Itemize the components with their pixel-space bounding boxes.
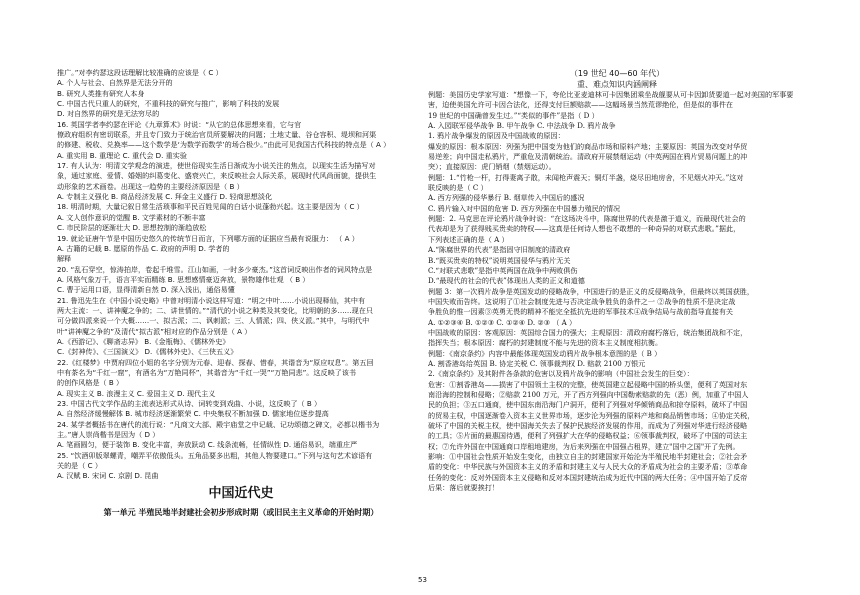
question-line: 18. 明清时期，大量记叙日常生活琐事和平民百姓见闻的白话小说蓬勃兴起。这主要是因为（ C ）	[57, 202, 364, 212]
question-line: A.《西游记》、《聊斋志异》 B.《金瓶梅》、《儒林外史》	[57, 336, 230, 346]
note-line: D.“最现代的社会的代表”体现出人类的正义和道德	[428, 276, 585, 286]
question-line: 动形象的艺术画卷。出现这一趋势的主要经济原因是（ B ）	[57, 181, 244, 191]
note-line: 害，迫使美国允许可卡因合法化，还得支付巨额赔款——这幅场景当然荒谬绝伦，但是似的事件在	[428, 100, 734, 110]
question-line: 推广。”对李约瑟这段话理解比较准确的应该是（ C ）	[57, 68, 223, 77]
note-line: B.“既买贵卖的特权”说明英国侵华与鸦片无关	[428, 255, 571, 265]
question-line: A. 专制主义强化 B. 商品经济发展 C. 拜金主义盛行 D. 轻商思想淡化	[57, 192, 273, 202]
section-title: 中国近代史	[208, 485, 274, 501]
left-column	[57, 68, 425, 520]
note-line: C. 鸦片输入对中国的危害 D. 西方列强在中国暴力殖民的情况	[428, 203, 621, 213]
note-line: A.“陈腐世界的代表”是指固守旧制度的清政府	[428, 245, 571, 255]
question-line: A. 现实主义 B. 浪漫主义 C. 爱国主义 D. 现代主义	[57, 388, 216, 398]
question-line: A. 重实用 B. 重理论 C. 重代会 D. 重实验	[57, 150, 187, 160]
question-line: A. 汉赋 B. 宋词 C. 京剧 D. 昆曲	[57, 471, 159, 481]
question-line: 叶“讲神魔之争的”及清代“拟古派”相对应的作品分别是（ A ）	[57, 326, 252, 336]
period-heading: （19 世纪 40—60 年代）	[569, 69, 665, 78]
question-line: 24. 某学者概括书在唐代的流行说：“凡商文大部、殿宇庙堂之中记载、记功颂德之碑文，必都以楷书为	[57, 419, 380, 429]
note-line: 指挥失当；根本原因：腐朽的封建制度不能与先进的资本主义制度相抗衡。	[428, 338, 663, 348]
question-line: D. 对自然界的研究是无法穷尽的	[57, 109, 160, 119]
question-line: 两大主流：一、讲神魔之争的；二、讲世情的。”“清代的小说之种类及其变化，比明朝的多……现在只	[57, 305, 373, 315]
note-line: 民的负担；③五口通商，使中国东南沿海门户洞开，便利了列强对华倾销商品和掠夺原料，破坏了中国	[428, 400, 748, 410]
question-line: 主。”唐人崇尚楷书是因为（ D ）	[57, 430, 160, 440]
question-line: A. 古籍的记载 B. 愿原的作品 C. 政府的声明 D. 学者的	[57, 243, 230, 253]
note-line: 中国失败而告终。这说明了①社会制度先进与否决定战争胜负的条件之一 ②战争的性质不是决定战	[428, 296, 736, 306]
note-line: 危害：①割香港岛——损害了中国领土主权的完整，使英国建立起侵略中国的桥头堡，便利了英国对东	[428, 379, 748, 389]
note-line: 例题 3：第一次鸦片战争是英国发动的侵略战争，中国进行的是正义的反侵略战争，但最终以英国获胜，	[428, 286, 754, 296]
question-line: 的创作风格是（ B ）	[57, 378, 124, 388]
question-line: 16. 英国学者李约瑟在评论《九章算术》时说：“从它的总体思想来看，它与官	[57, 119, 302, 129]
question-line: 象，通过家庭、爱情、婚姻的纠葛变化、盛衰兴亡，来反映社会人际关系，展现时代风尚面貌，提供生	[57, 171, 377, 181]
note-line: 后果：落后就要挨打！	[428, 483, 499, 493]
question-line: 20. “乱石穿空，惊涛拍岸，卷起千堆雪。江山如画，一时多少豪杰。”这首词反映出作者的词风特点是	[57, 264, 373, 274]
note-line: 例题：美国历史学家写道：“想像一下，夸伦比亚麦迪林可卡因集团乘坐战舰要从可卡因卸货要道一起对美国的军事要	[428, 90, 794, 99]
right-column	[428, 68, 806, 493]
note-line: A. 入园联军侵华战争 B. 甲午战争 C. 中法战争 D. 鸦片战争	[428, 121, 616, 131]
question-line: A. 个人与社会、自然界是无法分开的	[57, 78, 173, 88]
question-line: C.《封神传》、《三国演义》 D.《儒林外史》、《三侠五义》	[57, 347, 238, 357]
note-line: 中国战败的原因：客观原因：英国综合国力的强大；主观原因：清政府腐朽落后，统治集团战和不定，	[428, 327, 748, 337]
question-line: B. 研究人类推有研究人本身	[57, 88, 145, 98]
note-line: 例题：《南京条约》内容中最能体现英国发动鸦片战争根本意图的是（ B ）	[428, 348, 662, 358]
note-line: 1. 鸦片战争爆发的原因及中国战败的原因：	[428, 131, 565, 141]
note-line: 南沿海的控制和侵略；②赔款 2100 万元，开了西方列强向中国勒索赔款的先（恶）例，加重了中国人	[428, 389, 749, 399]
question-line: C. 曹于运用口语，显得清新自然 D. 深入浅出，通俗易懂	[57, 285, 235, 295]
note-line: 破坏了中国的关税主权，使中国海关失去了保护民族经济发展的作用，而成为了列强对华进行经济侵略	[428, 421, 748, 430]
question-line: 解释	[57, 254, 72, 264]
question-line: A. 文人创作意识的觉醒 B. 文学素材的不断丰富	[57, 212, 206, 222]
question-line: C. 中国古代只重人的研究，不重科技的研究与推广，影响了科技的发展	[57, 99, 280, 109]
note-line: 爆发的原因：根本原因：列强为把中国变为他们的商品市场和原料产地；主要原因：英国为改变对华贸	[428, 141, 748, 151]
note-line: 盾的变化：中华民族与外国资本主义的矛盾和封建主义与人民大众的矛盾成为社会的主要矛盾；③革命	[428, 462, 748, 472]
page-number: 53	[418, 576, 427, 584]
question-line: 的修建、税收、兑换率——这个数学是‘为数学而数学’的场合极少。”由此可见我国古代科技的特点是（ A ）	[57, 140, 391, 150]
note-line: 19 世纪的中国确曾发生过。”“类似的事件”是指（ D ）	[428, 110, 599, 120]
note-line: 联反映的是（ C ）	[428, 183, 488, 193]
question-line: 17. 有人认为：明清文学观念的演进，使世俗现实生活日渐成为小说关注的焦点，以现实生活为描写对	[57, 161, 376, 171]
question-line: A. 风格气象万千，语言平实而精练 B. 思想感情豪迈奔放，景物雄伟壮观 （ B ）	[57, 274, 310, 284]
note-line: 的贸易主权，中国逐渐卷入资本主义世界市场，逐步沦为列强的原料产地和商品销售市场；④协定关税，	[428, 410, 755, 420]
note-line: 突）；直接原因：虎门销烟（禁烟运动）。	[428, 162, 556, 172]
question-line: 25. “饮酒卯版翠螺青，嘲弄平依傲低头。五角品要多出粗，其他人物要建口。”下列与这句艺术谚语有	[57, 450, 373, 460]
subheading: 重、难点知识内涵阐释	[577, 80, 657, 89]
note-line: 任务的变化：反对外国资本主义侵略和反对本国封建统治成为近代中国的两大任务；④中国开始了反帝	[428, 472, 748, 482]
question-line: C. 市民阶层的逐渐壮大 D. 思想控制的渐趋放松	[57, 223, 207, 233]
question-line: 关的是（ C ）	[57, 461, 102, 471]
note-line: 例题：2. 马克思在评论鸦片战争时说：“在这场决斗中，陈腐世界的代表是激于道义，而最现代社会的	[428, 214, 746, 224]
note-line: C.“对联式悲歌”是指中英两国在战争中两败俱伤	[428, 265, 578, 275]
note-line: 易逆差；向中国走私鸦片，严重危及清朝统治。清政府开展禁烟运动（中英两国在鸦片贸易问题上的冲	[428, 152, 748, 162]
note-line: A. 割香港岛给英国 B. 协定关税 C. 领事裁判权 D. 赔款 2100 万银元	[428, 358, 646, 368]
note-line: 2.《南京条约》及其附件各条款的危害以及鸦片战争的影响（中国社会发生的巨变）：	[428, 369, 694, 379]
question-line: A. 笔画圆匀，便于装饰 B. 变化丰富，奔放跃动 C. 线条流畅，任情纵性 D. 通俗易识，端重庄严	[57, 440, 358, 450]
note-line: A. 西方列强的侵华暴行 B. 烟草传入中国后的盛况	[428, 193, 585, 203]
note-line: 的工具；⑤片面的最惠国待遇，便利了列强扩大在华的侵略权益；⑥领事裁判权，破坏了中国的司法主	[428, 431, 748, 441]
note-line: 争胜负的惟一因素③英勇无畏的精神不能完全抵抗先进的军事技术④战争结局与战前指导直接有关	[428, 307, 734, 317]
question-line: 22.《红楼梦》中贾府四位小姐的名字分别为元春、迎春、探春、惜春，其谐音为“原应叹息”。第五回	[57, 357, 374, 367]
note-line: 下列表述正确的是（ A ）	[428, 234, 509, 244]
note-line: A. ①②③④ B. ①②③ C. ①②④ D. ②③ （ A ）	[428, 317, 577, 327]
question-line: 僚政府组织有密切联系，并且专门致力于统治官员所要解决的问题；土地丈量、谷仓容积、堤坝和河渠	[57, 130, 377, 140]
note-line: 例题：1.“竹枪一杆，打得妻离子散，未闻枪声震天；铜灯半盏，烧尽田地房舍，不见烟火冲天。”这对	[428, 172, 744, 182]
note-line: 权；⑦允许外国在中国通商口岸租地建房，为后来列强在中国强占租界，建立"国中之国"开了先例。	[428, 441, 740, 451]
note-line: 影响：①中国社会性质开始发生变化，由独立自主的封建国家开始沦为半殖民地半封建社会；②社会矛	[428, 452, 748, 462]
question-line: 中有茶名为“千红一窟”，有酒名为“万艳同杯”，其谐音为“千红一哭”“万艳同悲”。这反映了该书	[57, 367, 356, 377]
question-line: 21. 鲁迅先生在《中国小说史略》中曾对明清小说这样写道：“明之中叶……小说出现释仙，其中有	[57, 295, 366, 305]
note-line: 代表却是为了获得贱买贵卖的特权——这真是任何诗人想也不敢想的一种奇异的对联式悲歌。”据此，	[428, 224, 741, 234]
unit-heading: 第一单元 半殖民地半封建社会初步形成时期（或旧民主主义革命的开始时期）	[103, 507, 379, 517]
question-line: 可分做四派来说一个大概……一、拟古派；二、讽刺派；三、人情派；四、侠义派。”其中，与明代中	[57, 316, 370, 326]
question-line: 19. 就论证唐午节是中国历史悠久的传统节日而言，下列哪方面的证据应当最有说服力： （ A ）	[57, 233, 359, 243]
question-line: 23. 中国古代文学作品的主流表达形式从诗、词转变到戏曲、小说，这反映了（ B ）	[57, 399, 322, 408]
question-line: A. 自然经济缓慢解体 B. 城市经济逐渐繁荣 C. 中央集权不断加强 D. 儒家地位逐步提高	[57, 409, 329, 419]
